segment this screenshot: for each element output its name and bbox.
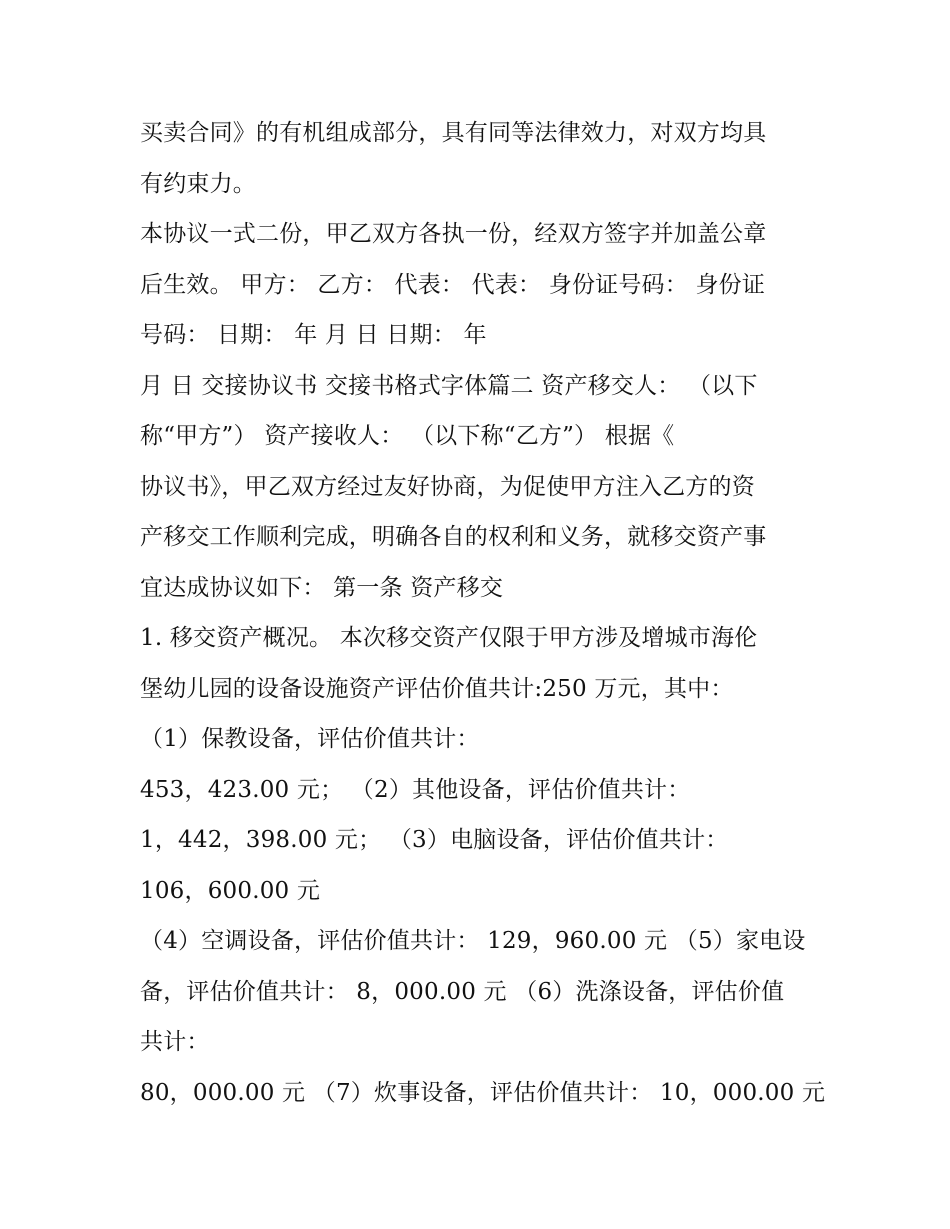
text-line: 备，评估价值共计： 8，000.00 元 （6）洗涤设备，评估价值 [140, 978, 785, 1005]
text-line: 453，423.00 元； （2）其他设备，评估价值共计： [140, 776, 691, 803]
text-line: 本协议一式二份，甲乙双方各执一份，经双方签字并加盖公章 [140, 221, 767, 247]
text-line: 共计： [140, 1029, 210, 1055]
text-line: （1）保教设备，评估价值共计： [140, 726, 480, 752]
text-line: 1，442，398.00 元； （3）电脑设备，评估价值共计： [140, 827, 729, 853]
text-line: 堡幼儿园的设备设施资产评估价值共计:250 万元，其中： [140, 675, 734, 702]
text-line: 1. 移交资产概况。 本次移交资产仅限于甲方涉及增城市海伦 [140, 625, 758, 651]
text-line: 后生效。 甲方： 乙方： 代表： 代表： 身份证号码： 身份证 [140, 271, 766, 298]
text-line: （4）空调设备，评估价值共计： 129，960.00 元 （5）家电设 [140, 928, 806, 954]
text-line: 80，000.00 元 （7）炊事设备，评估价值共计： 10，000.00 元 [140, 1079, 826, 1106]
text-line: 宜达成协议如下： 第一条 资产移交 [140, 574, 504, 601]
text-line: 106，600.00 元 [140, 877, 321, 904]
text-line: 有约束力。 [140, 170, 256, 197]
text-line: 产移交工作顺利完成，明确各自的权利和义务，就移交资产事 [140, 524, 767, 550]
text-line: 买卖合同》的有机组成部分，具有同等法律效力，对双方均具 [140, 120, 767, 146]
document-body [140, 108, 826, 1118]
text-line: 号码： 日期： 年 月 日 日期： 年 [140, 322, 487, 348]
text-line: 协议书》，甲乙双方经过友好协商，为促使甲方注入乙方的资 [140, 473, 755, 500]
text-line: 月 日 交接协议书 交接书格式字体篇二 资产移交人： （以下 [140, 372, 758, 399]
text-line: 称“甲方”） 资产接收人： （以下称“乙方”） 根据《 [140, 423, 675, 449]
